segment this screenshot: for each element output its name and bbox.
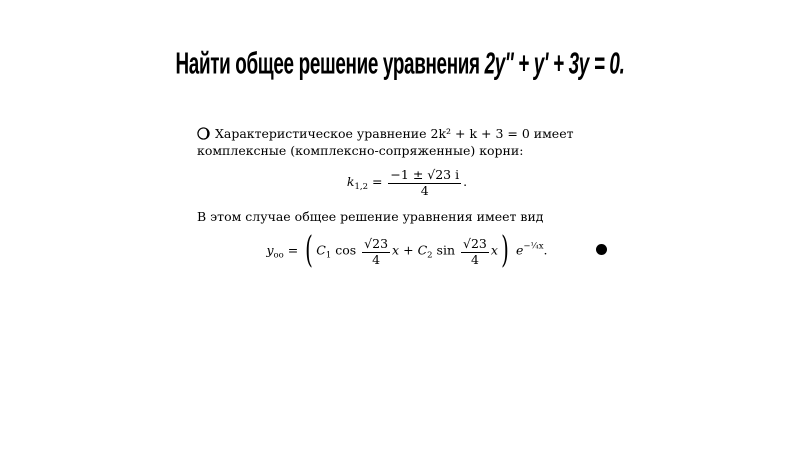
end-dot-icon bbox=[596, 244, 607, 255]
sin-numerator: √23 bbox=[463, 235, 487, 251]
sin-denominator: 4 bbox=[470, 251, 479, 267]
sin-x: x bbox=[490, 242, 498, 258]
solution-lhs: y bbox=[266, 242, 274, 258]
half-moon-bullet-icon bbox=[197, 127, 210, 140]
c1: C bbox=[316, 242, 326, 258]
roots-lhs-sub: 1,2 bbox=[354, 182, 368, 192]
roots-denominator: 4 bbox=[420, 183, 429, 198]
exp-base: e bbox=[515, 242, 524, 258]
solution-body bbox=[197, 125, 617, 279]
c2-sub: 2 bbox=[427, 250, 433, 261]
title-prefix: Найти общее решение уравнения bbox=[175, 45, 485, 80]
cos-label: cos bbox=[335, 242, 357, 258]
paragraph-characteristic bbox=[197, 125, 617, 159]
sin-label: sin bbox=[436, 242, 456, 258]
roots-formula: $k_{1,2}$ = $\frac{-1 \pm √23 i}{4}$ . bbox=[346, 167, 468, 198]
cos-denominator: 4 bbox=[372, 251, 381, 267]
plus-sign: + bbox=[403, 242, 414, 258]
exp-power: −¼x bbox=[523, 241, 544, 252]
cos-sqrt-arg: 23 bbox=[372, 235, 389, 251]
solution-lhs-sub: оо bbox=[273, 250, 284, 261]
general-solution-formula: $y_{оо}$ = ( $C_1$ cos $\frac{√23}{4}$ $x + C_2$ sin $\frac{√23}{4}$ x) $e^{-\frac{1}{4}x}$. bbox=[266, 230, 548, 271]
cos-fraction bbox=[362, 236, 390, 267]
paragraph-characteristic-text: Характеристическое уравнение 2k² + k + 3 = 0 имеет комплексные (комплексно-сопряженные) корни: bbox=[197, 126, 574, 158]
c2: C bbox=[417, 242, 428, 258]
roots-numerator: −1 ± √23 i bbox=[390, 167, 460, 182]
roots-fraction bbox=[388, 167, 461, 198]
cos-numerator: √23 bbox=[364, 235, 389, 251]
sin-fraction bbox=[461, 236, 489, 267]
paragraph-general-solution: В этом случае общее решение уравнения имеет вид bbox=[197, 209, 544, 224]
sin-sqrt-arg: 23 bbox=[470, 235, 487, 251]
title-equation: 2y'' + y' + 3y = 0. bbox=[484, 45, 625, 80]
cos-x: x bbox=[392, 242, 400, 258]
left-paren: ( bbox=[305, 230, 314, 271]
slide-title bbox=[72, 46, 728, 82]
right-paren: ) bbox=[501, 230, 509, 271]
c1-sub: 1 bbox=[325, 250, 332, 261]
roots-lhs: k bbox=[346, 174, 355, 189]
